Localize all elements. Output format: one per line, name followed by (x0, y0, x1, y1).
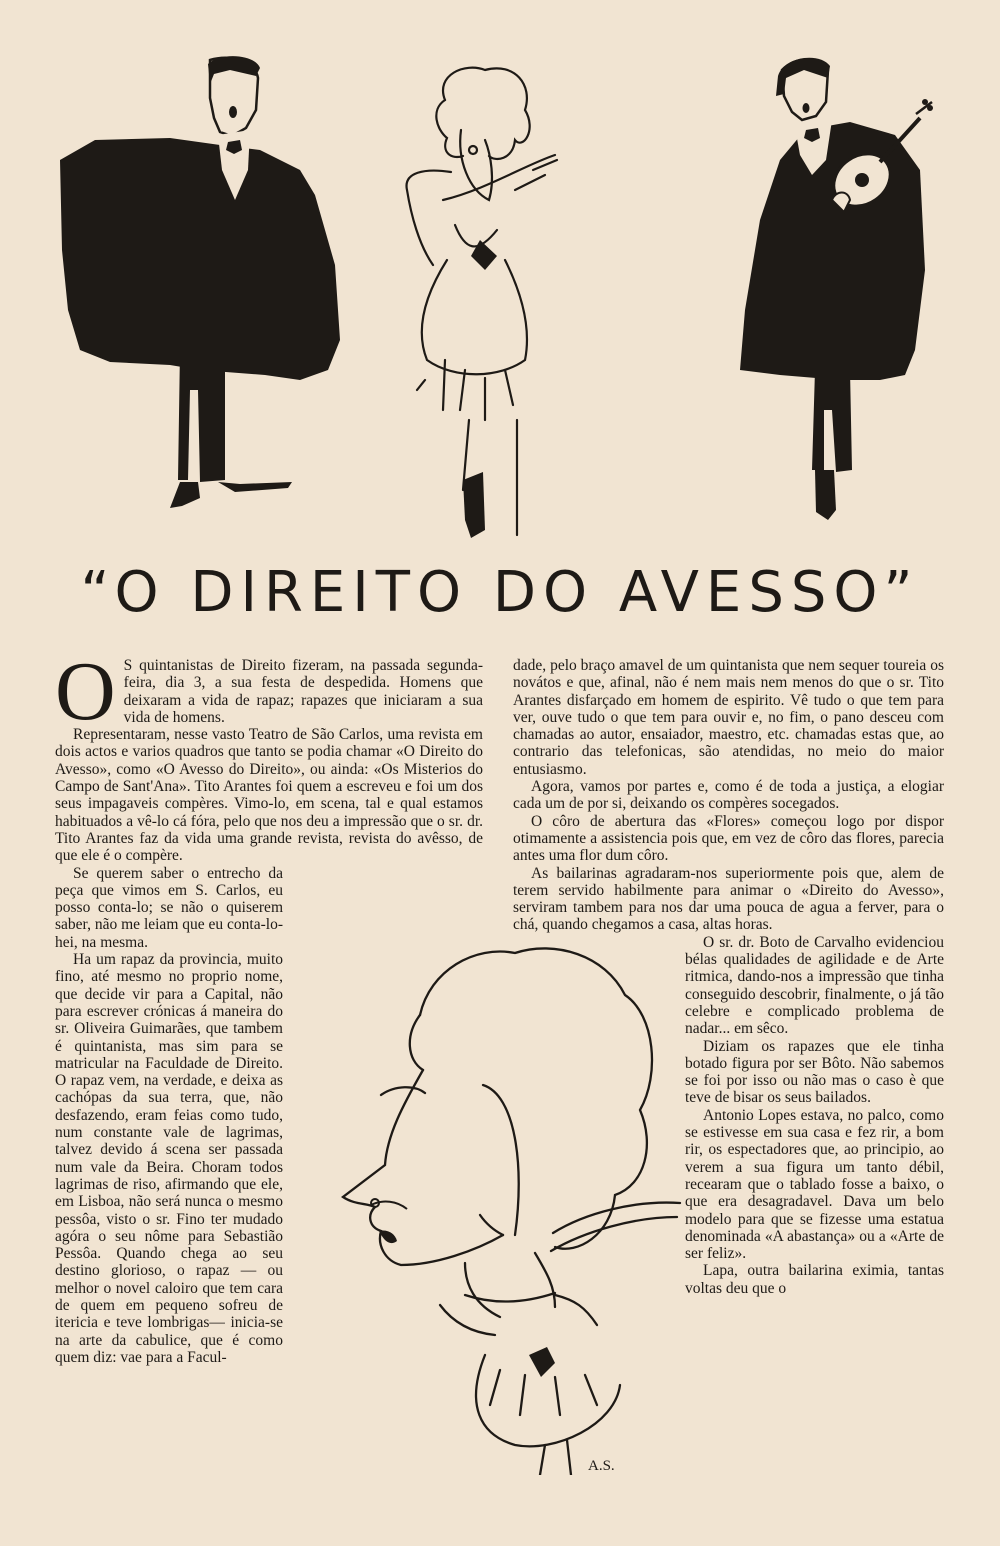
article-title: “O DIREITO DO AVESSO” (80, 560, 920, 625)
caricature-man-with-mandolin (720, 50, 970, 525)
paragraph: Representaram, nesse vasto Teatro de São Carlos, uma revista em dois actos e varios quadros que tanto se podia chamar «O Direito do Avesso», como «O Avesso do Direito», ou ainda: «Os Misterios do Campo de Sant'Ana». Tito Arantes foi quem a escreveu e foi um dos seus impagaveis compères. Vimo-lo, em scena, tal e qual estamos habituados a vê-lo cá fóra, pelo que nos deu a impressão que o sr. dr. Tito Arantes faz da vida uma grande revista, revista do avêsso, de que ele é o compère. (55, 726, 483, 865)
paragraph: Diziam os rapazes que ele tinha botado figura por ser Bôto. Não sabemos se foi por isso ou não mas o caso è que teve de bisar os seus bailados. (685, 1037, 944, 1107)
paragraph: O sr. dr. Boto de Carvalho evidenciou bélas qualidades de agilidade e de Arte ritmica, dando-nos a impressão que tinha conseguido descobrir, finalmente, o já tão celebre e complicado problema de nadar... em sêco. (685, 933, 944, 1038)
paragraph: O côro de abertura das «Flores» começou logo por dispor otimamente a assistencia pois que, em vez de côro das flores, parecia antes uma flor dum côro. (513, 812, 944, 865)
paragraph: Antonio Lopes estava, no palco, como se estivesse em sua casa e fez rir, a bom rir, os espectadores que, ao principio, ao verem a sua figura um tanto débil, recearam que o tablado fosse a baixo, o que era desagradavel. Dava um belo modelo para que se fizesse uma estatua denominada «A abastança» ou a «Arte de ser feliz». (685, 1106, 944, 1263)
paragraph: S quintanistas de Direito fizeram, na passada segunda-feira, dia 3, a sua festa de despedida. Homens que deixaram a vida de rapaz; rapazes que iniciaram a sua vida de homens. (123, 657, 483, 726)
article-column-right (513, 657, 944, 1489)
paragraph: Se querem saber o entrecho da peça que vimos em S. Carlos, eu posso conta-lo; se não o quiserem saber, não me leiam que eu conta-lo-hei, na mesma. (55, 864, 283, 951)
article-column-left (55, 645, 483, 1489)
caricature-dancer-in-tutu (385, 60, 565, 550)
paragraph: dade, pelo braço amavel de um quintanista que nem sequer toureia os novátos e que, afinal, não é nem mais nem menos do que o sr. Tito Arantes disfarçado em homem de espirito. Vê tudo o que tem para ver, ouve tudo o que tem para ouvir e, no fim, o pano desceu com chamadas ao autor, ensaiador, maestro, etc. chamadas estas que, ao contrario das telefonicas, são atendidas, no meio do maior entusiasmo. (513, 657, 944, 778)
paragraph: Ha um rapaz da provincia, muito fino, até mesmo no proprio nome, que decide vir para a Capital, não para escrever crónicas á maneira do sr. Oliveira Guimarães, que tambem é quintanista, mas sim para se matricular na Faculdade de Direito. O rapaz vem, na verdade, e deixa as cachópas da sua terra, que, não desfazendo, eram feias como tudo, num constante vale de lagrimas, talvez devido á scena ser passada num vale da Beira. Choram todos lagrimas de riso, afirmando que ele, em Lisboa, não será nunca o mesmo pessôa, visto o sr. Fino ter mudado agóra o seu nôme para Sebastião Pessôa. Quando chega ao seu destino glorioso, o rapaz — ou melhor o novel caloiro que tem cara de quem em pequeno sofreu de itericia e teve lombrigas— inicia-se na arte da cabulice, que é como quem diz: vae para a Facul- (55, 951, 283, 1366)
caricature-man-with-cape (50, 50, 345, 520)
paragraph: Agora, vamos por partes e, como é de toda a justiça, a elogiar cada um de por si, deixando os compères socegados. (513, 778, 944, 813)
paragraph: As bailarinas agradaram-nos superiormente pois que, alem de terem servido habilmente para animar o «Direito do Avesso», serviram tambem para nos dar uma pouca de agua a ferver, para o chá, quando chegamos a casa, altas horas. (513, 864, 944, 934)
illustrator-signature: A.S. (588, 1458, 615, 1474)
paragraph: Lapa, outra bailarina eximia, tantas voltas deu que o (685, 1262, 944, 1297)
drop-cap: O (55, 645, 116, 738)
